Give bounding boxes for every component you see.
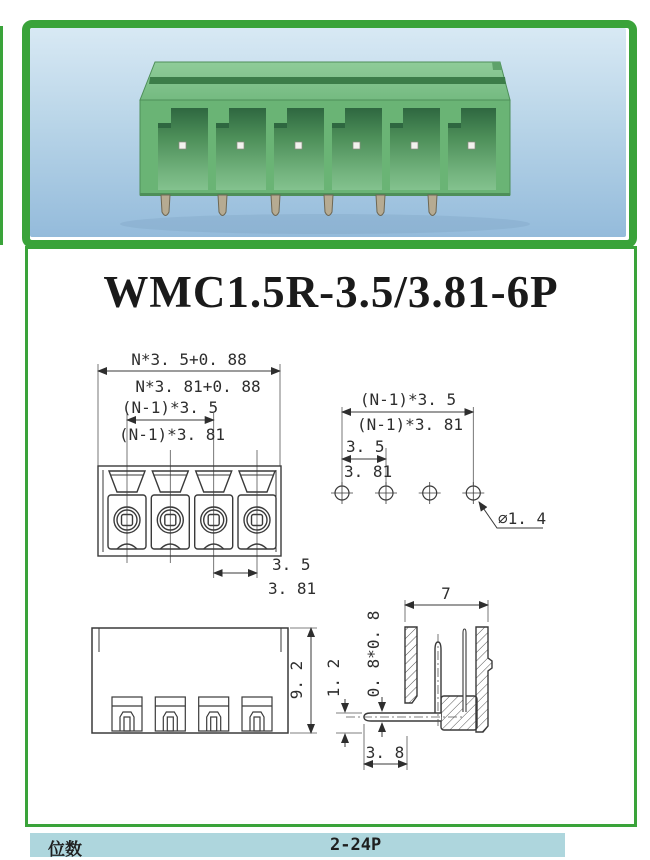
side-width-label: 7 xyxy=(441,584,451,603)
dim-total-length-3_81: N*3. 81+0. 88 xyxy=(135,377,261,396)
dim-pitch-3_81: 3. 81 xyxy=(268,579,317,598)
hole-pattern-drawing xyxy=(331,390,546,528)
dim-span-3_81: (N-1)*3. 81 xyxy=(119,425,225,444)
hole-pitch-3_81: 3. 81 xyxy=(344,462,393,481)
connector-top-face xyxy=(140,62,510,100)
hole-span-3_81: (N-1)*3. 81 xyxy=(357,415,463,434)
photo-shadow xyxy=(120,214,530,234)
hole-diameter-label: ∅1. 4 xyxy=(498,509,547,528)
product-photo-background xyxy=(30,28,626,237)
hole-span-3_5: (N-1)*3. 5 xyxy=(359,390,457,409)
connector-solder-pins xyxy=(161,195,437,216)
pin-length-label: 3. 8 xyxy=(365,743,405,762)
spec-row-label: 位数 xyxy=(48,840,82,859)
spec-row-value: 2-24P xyxy=(330,835,382,855)
dim-total-length-3_5: N*3. 5+0. 88 xyxy=(131,350,247,369)
terminal-block-photo xyxy=(30,28,626,237)
dim-pitch-3_5: 3. 5 xyxy=(272,555,311,574)
spec-table-row xyxy=(30,833,565,857)
dim-span-3_5: (N-1)*3. 5 xyxy=(121,398,219,417)
hole-pitch-3_5: 3. 5 xyxy=(346,437,385,456)
page-title: WMC1.5R-3.5/3.81-6P xyxy=(103,267,559,317)
adjacent-frame-edge xyxy=(0,26,3,245)
front-view-drawing xyxy=(92,628,317,733)
technical-drawing xyxy=(28,340,634,827)
top-view-drawing xyxy=(98,350,316,598)
product-photo-frame xyxy=(22,20,637,248)
pin-offset-label: 1. 2 xyxy=(324,658,343,698)
front-height-label: 9. 2 xyxy=(287,660,306,700)
side-view-drawing xyxy=(324,584,492,770)
pin-cross-section-label: 0. 8*0. 8 xyxy=(364,610,383,698)
